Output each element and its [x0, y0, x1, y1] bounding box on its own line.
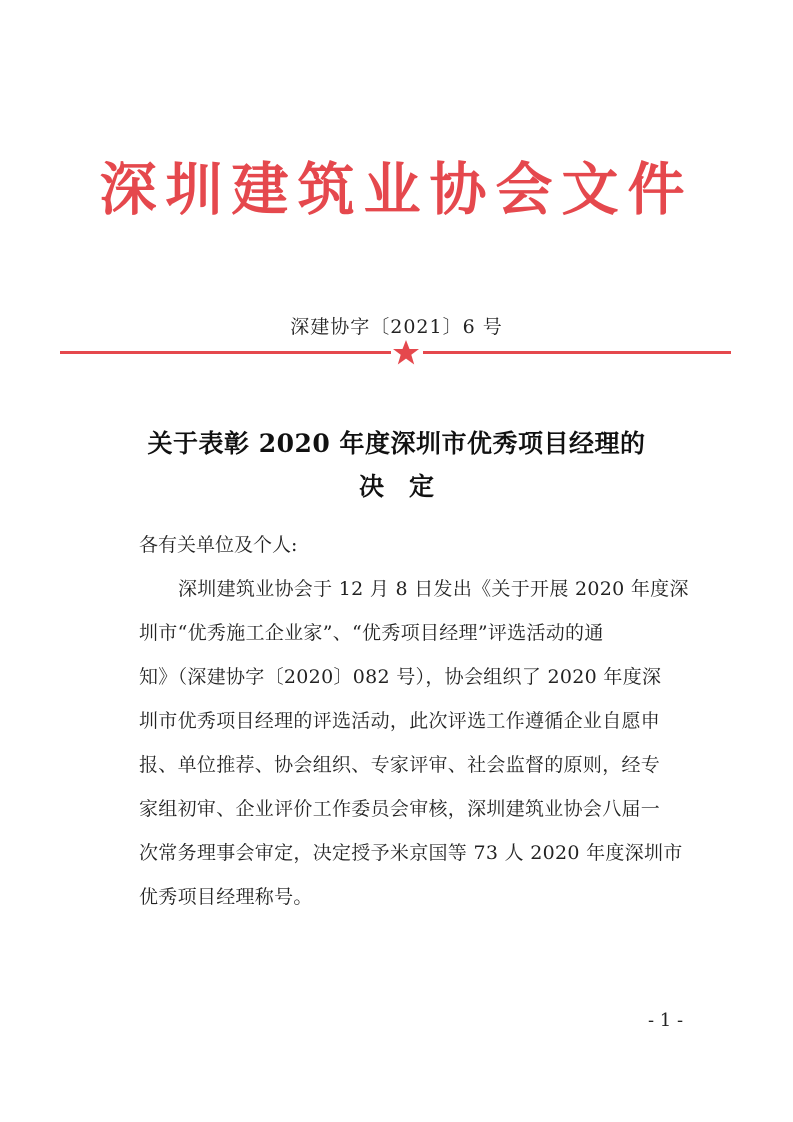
body-paragraph-line: 圳市“优秀施工企业家”、“优秀项目经理”评选活动的通	[139, 622, 604, 644]
body-paragraph-line: 家组初审、企业评价工作委员会审核，深圳建筑业协会八届一	[139, 798, 661, 820]
document-title-second-line: 决 定	[358, 472, 434, 501]
body-paragraph-line: 次常务理事会审定，决定授予米京国等 73 人 2020 年度深圳市	[139, 842, 683, 864]
body-paragraph-line: 圳市优秀项目经理的评选活动，此次评选工作遵循企业自愿申	[139, 710, 661, 732]
document-title: 关于表彰 2020 年度深圳市优秀项目经理的	[147, 429, 646, 458]
body-paragraph-line: 报、单位推荐、协会组织、专家评审、社会监督的原则，经专	[139, 754, 661, 776]
red-divider-left	[60, 351, 391, 354]
salutation: 各有关单位及个人:	[139, 534, 298, 556]
star-icon	[391, 338, 421, 368]
body-paragraph-line: 知》（深建协字〔2020〕082 号），协会组织了 2020 年度深	[139, 666, 662, 688]
page-number: - 1 -	[648, 1010, 684, 1031]
document-number: 深建协字〔2021〕6 号	[290, 316, 503, 338]
red-divider-right	[423, 351, 731, 354]
org-header-title: 深圳建筑业协会文件	[99, 156, 694, 223]
body-paragraph-line: 深圳建筑业协会于 12 月 8 日发出《关于开展 2020 年度深	[178, 578, 689, 600]
body-paragraph-line: 优秀项目经理称号。	[139, 886, 313, 908]
